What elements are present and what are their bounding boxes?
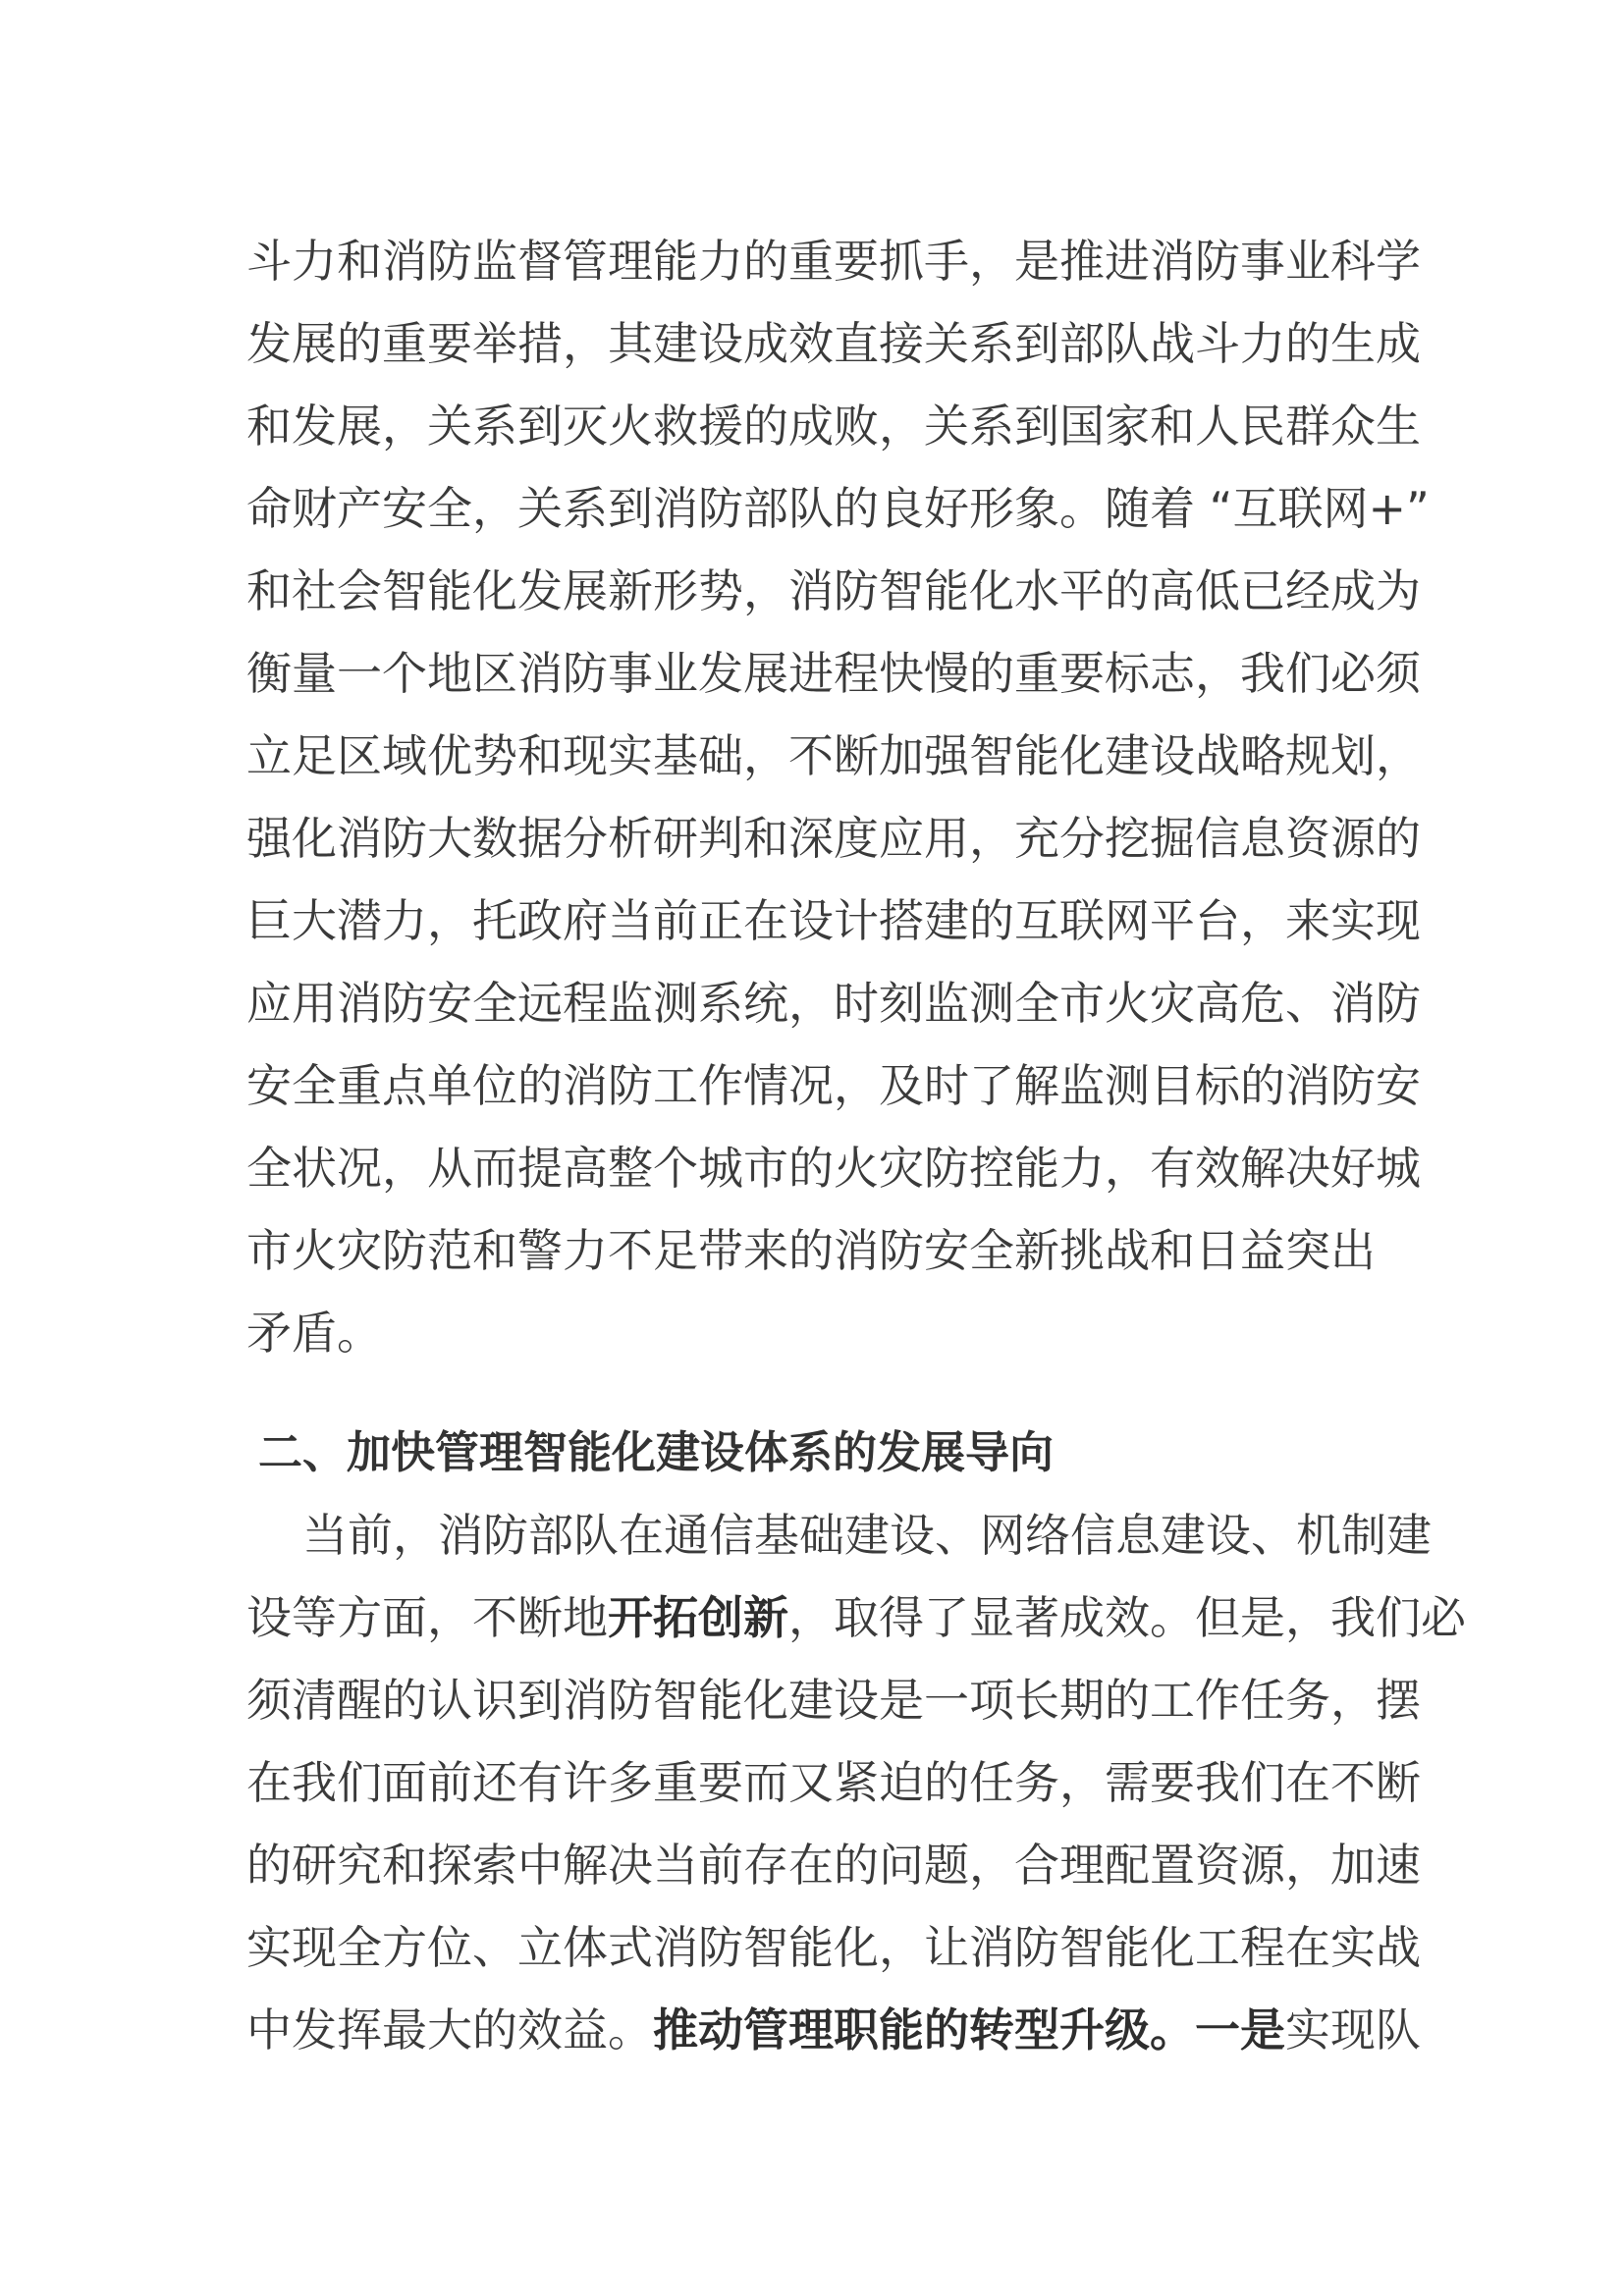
body-paragraph-1 <box>246 220 1430 1374</box>
text-line <box>246 1576 1466 1659</box>
bold-text-run: 开拓创新 <box>608 1591 788 1644</box>
text-line: 衡量一个地区消防事业发展进程快慢的重要标志，我们必须 <box>246 647 1421 700</box>
text-line: 的研究和探索中解决当前存在的问题，合理配置资源，加速 <box>246 1839 1421 1892</box>
text-line: 市火灾防范和警力不足带来的消防安全新挑战和日益突出 <box>246 1224 1376 1277</box>
text-line: 斗力和消防监督管理能力的重要抓手，是推进消防事业科学 <box>246 235 1421 288</box>
text-line: 和发展，关系到灭火救援的成败，关系到国家和人民群众生 <box>246 400 1421 453</box>
text-line: 立足区域优势和现实基础，不断加强智能化建设战略规划， <box>246 729 1421 782</box>
text-run: ，取得了显著成效。但是，我们必 <box>788 1591 1466 1644</box>
section-heading: 二、加快管理智能化建设体系的发展导向 <box>258 1426 1055 1478</box>
text-line: 矛盾。 <box>246 1307 382 1360</box>
text-run: 中发挥最大的效益。 <box>246 2003 653 2056</box>
body-paragraph-2 <box>246 1494 1466 2071</box>
text-line: 全状况，从而提高整个城市的火灾防控能力，有效解决好城 <box>246 1142 1421 1195</box>
text-line: 强化消防大数据分析研判和深度应用，充分挖掘信息资源的 <box>246 812 1421 865</box>
text-line: 实现全方位、立体式消防智能化，让消防智能化工程在实战 <box>246 1921 1421 1974</box>
text-line: 发展的重要举措，其建设成效直接关系到部队战斗力的生成 <box>246 317 1421 370</box>
text-line: 巨大潜力，托政府当前正在设计搭建的互联网平台，来实现 <box>246 894 1421 947</box>
bold-text-run: 一是 <box>1195 2003 1285 2056</box>
text-line: 当前，消防部队在通信基础建设、网络信息建设、机制建 <box>302 1509 1432 1562</box>
text-line: 在我们面前还有许多重要而又紧迫的任务，需要我们在不断 <box>246 1756 1421 1809</box>
text-run: 设等方面，不断地 <box>246 1591 608 1644</box>
text-run: 实现队 <box>1285 2003 1421 2056</box>
text-line: 命财产安全，关系到消防部队的良好形象。随着 “互联网+” <box>246 482 1430 535</box>
text-line: 和社会智能化发展新形势，消防智能化水平的高低已经成为 <box>246 564 1421 617</box>
text-line: 应用消防安全远程监测系统，时刻监测全市火灾高危、消防 <box>246 977 1421 1030</box>
bold-text-run: 推动管理职能的转型升级。 <box>653 2003 1195 2056</box>
text-line: 须清醒的认识到消防智能化建设是一项长期的工作任务，摆 <box>246 1674 1421 1727</box>
text-line <box>246 1989 1421 2071</box>
text-line: 安全重点单位的消防工作情况，及时了解监测目标的消防安 <box>246 1059 1421 1112</box>
